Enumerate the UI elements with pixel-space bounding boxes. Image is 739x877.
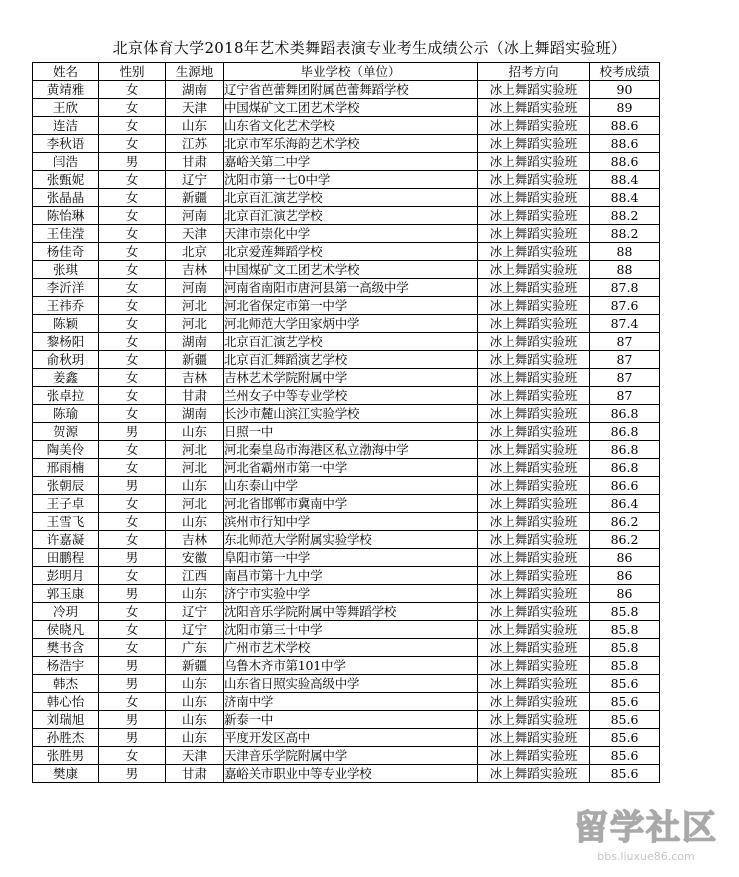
cell-origin: 新疆 xyxy=(166,189,224,207)
cell-origin: 山东 xyxy=(166,711,224,729)
cell-score: 88.6 xyxy=(590,117,660,135)
cell-origin: 天津 xyxy=(166,747,224,765)
cell-gender: 女 xyxy=(99,81,166,99)
cell-direction: 冰上舞蹈实验班 xyxy=(478,675,590,693)
cell-school: 阜阳市第一中学 xyxy=(224,549,478,567)
cell-direction: 冰上舞蹈实验班 xyxy=(478,513,590,531)
table-row xyxy=(33,387,660,405)
cell-score: 86.8 xyxy=(590,459,660,477)
cell-direction: 冰上舞蹈实验班 xyxy=(478,549,590,567)
table-row xyxy=(33,279,660,297)
cell-school: 河北省霸州市第一中学 xyxy=(224,459,478,477)
cell-name: 张胜男 xyxy=(33,747,99,765)
table-row xyxy=(33,711,660,729)
cell-school: 北京百汇演艺学校 xyxy=(224,189,478,207)
cell-gender: 男 xyxy=(99,729,166,747)
cell-gender: 女 xyxy=(99,297,166,315)
table-row xyxy=(33,693,660,711)
cell-direction: 冰上舞蹈实验班 xyxy=(478,297,590,315)
cell-gender: 女 xyxy=(99,459,166,477)
cell-school: 长沙市麓山滨江实验学校 xyxy=(224,405,478,423)
cell-direction: 冰上舞蹈实验班 xyxy=(478,711,590,729)
cell-gender: 男 xyxy=(99,585,166,603)
cell-origin: 辽宁 xyxy=(166,171,224,189)
cell-score: 85.6 xyxy=(590,729,660,747)
cell-gender: 女 xyxy=(99,747,166,765)
cell-origin: 山东 xyxy=(166,729,224,747)
cell-gender: 女 xyxy=(99,189,166,207)
table-row xyxy=(33,117,660,135)
col-header-origin: 生源地 xyxy=(166,63,224,81)
table-row xyxy=(33,441,660,459)
table-row xyxy=(33,621,660,639)
cell-gender: 女 xyxy=(99,99,166,117)
cell-school: 嘉峪关市职业中等专业学校 xyxy=(224,765,478,783)
cell-direction: 冰上舞蹈实验班 xyxy=(478,747,590,765)
cell-origin: 甘肃 xyxy=(166,765,224,783)
cell-origin: 天津 xyxy=(166,225,224,243)
cell-school: 山东省日照实验高级中学 xyxy=(224,675,478,693)
table-row xyxy=(33,765,660,783)
col-header-direction: 招考方向 xyxy=(478,63,590,81)
col-header-name: 姓名 xyxy=(33,63,99,81)
cell-direction: 冰上舞蹈实验班 xyxy=(478,657,590,675)
cell-origin: 湖南 xyxy=(166,333,224,351)
cell-origin: 河北 xyxy=(166,315,224,333)
cell-school: 嘉峪关第二中学 xyxy=(224,153,478,171)
cell-direction: 冰上舞蹈实验班 xyxy=(478,477,590,495)
cell-name: 陈怡琳 xyxy=(33,207,99,225)
cell-name: 李秋语 xyxy=(33,135,99,153)
cell-school: 河北省邯郸市冀南中学 xyxy=(224,495,478,513)
cell-score: 86 xyxy=(590,585,660,603)
cell-gender: 女 xyxy=(99,225,166,243)
cell-name: 张晶晶 xyxy=(33,189,99,207)
cell-name: 连洁 xyxy=(33,117,99,135)
cell-school: 沈阳市第一七0中学 xyxy=(224,171,478,189)
cell-school: 日照一中 xyxy=(224,423,478,441)
cell-direction: 冰上舞蹈实验班 xyxy=(478,387,590,405)
table-row xyxy=(33,531,660,549)
cell-gender: 女 xyxy=(99,639,166,657)
cell-origin: 山东 xyxy=(166,585,224,603)
cell-gender: 男 xyxy=(99,423,166,441)
cell-school: 平度开发区高中 xyxy=(224,729,478,747)
cell-school: 河南省南阳市唐河县第一高级中学 xyxy=(224,279,478,297)
cell-origin: 广东 xyxy=(166,639,224,657)
cell-gender: 女 xyxy=(99,207,166,225)
cell-origin: 山东 xyxy=(166,423,224,441)
cell-gender: 女 xyxy=(99,603,166,621)
cell-name: 邢雨楠 xyxy=(33,459,99,477)
cell-score: 85.6 xyxy=(590,765,660,783)
cell-direction: 冰上舞蹈实验班 xyxy=(478,189,590,207)
cell-school: 中国煤矿文工团艺术学校 xyxy=(224,261,478,279)
cell-origin: 辽宁 xyxy=(166,603,224,621)
cell-name: 杨浩宇 xyxy=(33,657,99,675)
cell-direction: 冰上舞蹈实验班 xyxy=(478,333,590,351)
cell-score: 86.4 xyxy=(590,495,660,513)
cell-origin: 河北 xyxy=(166,441,224,459)
cell-school: 东北师范大学附属实验学校 xyxy=(224,531,478,549)
table-row xyxy=(33,405,660,423)
cell-name: 彭明月 xyxy=(33,567,99,585)
cell-score: 88 xyxy=(590,261,660,279)
cell-direction: 冰上舞蹈实验班 xyxy=(478,153,590,171)
cell-gender: 女 xyxy=(99,531,166,549)
cell-school: 北京市军乐海韵艺术学校 xyxy=(224,135,478,153)
cell-direction: 冰上舞蹈实验班 xyxy=(478,603,590,621)
table-row xyxy=(33,459,660,477)
cell-school: 北京百汇演艺学校 xyxy=(224,207,478,225)
col-header-school: 毕业学校（单位） xyxy=(224,63,478,81)
cell-name: 孙胜杰 xyxy=(33,729,99,747)
cell-direction: 冰上舞蹈实验班 xyxy=(478,117,590,135)
cell-school: 广州市艺术学校 xyxy=(224,639,478,657)
cell-score: 85.8 xyxy=(590,621,660,639)
cell-direction: 冰上舞蹈实验班 xyxy=(478,405,590,423)
table-row xyxy=(33,225,660,243)
cell-gender: 女 xyxy=(99,117,166,135)
cell-direction: 冰上舞蹈实验班 xyxy=(478,585,590,603)
cell-direction: 冰上舞蹈实验班 xyxy=(478,369,590,387)
table-row xyxy=(33,315,660,333)
cell-score: 87 xyxy=(590,369,660,387)
table-row xyxy=(33,135,660,153)
cell-gender: 女 xyxy=(99,243,166,261)
cell-direction: 冰上舞蹈实验班 xyxy=(478,81,590,99)
cell-direction: 冰上舞蹈实验班 xyxy=(478,765,590,783)
cell-school: 北京百汇舞蹈演艺学校 xyxy=(224,351,478,369)
cell-origin: 新疆 xyxy=(166,657,224,675)
table-row xyxy=(33,567,660,585)
cell-score: 88.6 xyxy=(590,153,660,171)
cell-score: 87.6 xyxy=(590,297,660,315)
cell-name: 张卓拉 xyxy=(33,387,99,405)
cell-direction: 冰上舞蹈实验班 xyxy=(478,531,590,549)
cell-name: 王子卓 xyxy=(33,495,99,513)
cell-direction: 冰上舞蹈实验班 xyxy=(478,495,590,513)
cell-direction: 冰上舞蹈实验班 xyxy=(478,225,590,243)
cell-gender: 女 xyxy=(99,495,166,513)
cell-name: 黄靖雅 xyxy=(33,81,99,99)
cell-gender: 女 xyxy=(99,441,166,459)
col-header-gender: 性别 xyxy=(99,63,166,81)
cell-name: 刘瑞旭 xyxy=(33,711,99,729)
cell-score: 88.4 xyxy=(590,171,660,189)
cell-origin: 甘肃 xyxy=(166,387,224,405)
cell-name: 王佳滢 xyxy=(33,225,99,243)
cell-direction: 冰上舞蹈实验班 xyxy=(478,207,590,225)
table-row xyxy=(33,729,660,747)
cell-name: 樊书含 xyxy=(33,639,99,657)
cell-gender: 女 xyxy=(99,513,166,531)
table-row xyxy=(33,81,660,99)
cell-name: 俞秋玥 xyxy=(33,351,99,369)
cell-name: 杨佳奇 xyxy=(33,243,99,261)
cell-score: 87 xyxy=(590,351,660,369)
cell-origin: 河北 xyxy=(166,297,224,315)
cell-origin: 甘肃 xyxy=(166,153,224,171)
cell-direction: 冰上舞蹈实验班 xyxy=(478,315,590,333)
cell-score: 89 xyxy=(590,99,660,117)
cell-gender: 女 xyxy=(99,261,166,279)
cell-origin: 山东 xyxy=(166,513,224,531)
cell-name: 张琪 xyxy=(33,261,99,279)
cell-origin: 河北 xyxy=(166,495,224,513)
cell-score: 87 xyxy=(590,333,660,351)
cell-score: 86.2 xyxy=(590,531,660,549)
cell-name: 李沂洋 xyxy=(33,279,99,297)
cell-origin: 山东 xyxy=(166,675,224,693)
cell-score: 85.6 xyxy=(590,693,660,711)
cell-name: 陈颖 xyxy=(33,315,99,333)
cell-origin: 新疆 xyxy=(166,351,224,369)
cell-school: 沈阳音乐学院附属中等舞蹈学校 xyxy=(224,603,478,621)
table-row xyxy=(33,549,660,567)
cell-school: 中国煤矿文工团艺术学校 xyxy=(224,99,478,117)
cell-score: 85.6 xyxy=(590,675,660,693)
cell-origin: 吉林 xyxy=(166,369,224,387)
watermark-url: bbs.liuxue86.com xyxy=(597,850,695,863)
cell-gender: 男 xyxy=(99,711,166,729)
cell-direction: 冰上舞蹈实验班 xyxy=(478,621,590,639)
cell-direction: 冰上舞蹈实验班 xyxy=(478,729,590,747)
cell-name: 郭玉康 xyxy=(33,585,99,603)
cell-score: 85.8 xyxy=(590,603,660,621)
cell-school: 山东泰山中学 xyxy=(224,477,478,495)
cell-name: 王祎乔 xyxy=(33,297,99,315)
col-header-score: 校考成绩 xyxy=(590,63,660,81)
cell-score: 85.8 xyxy=(590,639,660,657)
cell-name: 王雪飞 xyxy=(33,513,99,531)
cell-name: 张甄妮 xyxy=(33,171,99,189)
table-header-row xyxy=(33,63,660,81)
cell-direction: 冰上舞蹈实验班 xyxy=(478,171,590,189)
cell-score: 88.4 xyxy=(590,189,660,207)
table-row xyxy=(33,333,660,351)
cell-direction: 冰上舞蹈实验班 xyxy=(478,279,590,297)
cell-name: 许嘉凝 xyxy=(33,531,99,549)
cell-origin: 湖南 xyxy=(166,81,224,99)
cell-school: 滨州市行知中学 xyxy=(224,513,478,531)
cell-score: 90 xyxy=(590,81,660,99)
table-row xyxy=(33,585,660,603)
cell-origin: 吉林 xyxy=(166,531,224,549)
cell-origin: 山东 xyxy=(166,117,224,135)
cell-score: 86.8 xyxy=(590,441,660,459)
cell-gender: 女 xyxy=(99,405,166,423)
cell-score: 87.4 xyxy=(590,315,660,333)
cell-score: 86.2 xyxy=(590,513,660,531)
table-row xyxy=(33,189,660,207)
table-row xyxy=(33,99,660,117)
cell-name: 樊康 xyxy=(33,765,99,783)
cell-direction: 冰上舞蹈实验班 xyxy=(478,441,590,459)
cell-school: 济南中学 xyxy=(224,693,478,711)
cell-origin: 江苏 xyxy=(166,135,224,153)
cell-score: 86.8 xyxy=(590,423,660,441)
cell-score: 88 xyxy=(590,243,660,261)
cell-gender: 女 xyxy=(99,351,166,369)
cell-school: 新泰一中 xyxy=(224,711,478,729)
cell-school: 济宁市实验中学 xyxy=(224,585,478,603)
cell-gender: 女 xyxy=(99,333,166,351)
cell-name: 陶美伶 xyxy=(33,441,99,459)
cell-school: 北京百汇演艺学校 xyxy=(224,333,478,351)
cell-direction: 冰上舞蹈实验班 xyxy=(478,567,590,585)
table-row xyxy=(33,495,660,513)
cell-school: 河北秦皇岛市海港区私立渤海中学 xyxy=(224,441,478,459)
cell-name: 贺源 xyxy=(33,423,99,441)
cell-origin: 天津 xyxy=(166,99,224,117)
cell-school: 兰州女子中等专业学校 xyxy=(224,387,478,405)
cell-gender: 女 xyxy=(99,315,166,333)
cell-name: 韩心怡 xyxy=(33,693,99,711)
cell-direction: 冰上舞蹈实验班 xyxy=(478,135,590,153)
cell-school: 河北省保定市第一中学 xyxy=(224,297,478,315)
cell-gender: 男 xyxy=(99,153,166,171)
cell-origin: 吉林 xyxy=(166,261,224,279)
cell-direction: 冰上舞蹈实验班 xyxy=(478,99,590,117)
cell-score: 87 xyxy=(590,387,660,405)
cell-direction: 冰上舞蹈实验班 xyxy=(478,459,590,477)
cell-direction: 冰上舞蹈实验班 xyxy=(478,261,590,279)
cell-name: 陈瑜 xyxy=(33,405,99,423)
cell-origin: 江西 xyxy=(166,567,224,585)
cell-name: 侯晓凡 xyxy=(33,621,99,639)
table-row xyxy=(33,171,660,189)
cell-origin: 河南 xyxy=(166,207,224,225)
cell-score: 85.6 xyxy=(590,711,660,729)
table-row xyxy=(33,423,660,441)
cell-gender: 男 xyxy=(99,765,166,783)
cell-origin: 北京 xyxy=(166,243,224,261)
table-row xyxy=(33,513,660,531)
table-row xyxy=(33,297,660,315)
cell-name: 姜鑫 xyxy=(33,369,99,387)
cell-gender: 男 xyxy=(99,477,166,495)
cell-gender: 男 xyxy=(99,657,166,675)
watermark-logo: 留学社区 xyxy=(574,808,718,848)
cell-school: 山东省文化艺术学校 xyxy=(224,117,478,135)
cell-score: 86 xyxy=(590,549,660,567)
cell-name: 王欣 xyxy=(33,99,99,117)
results-table xyxy=(32,62,660,783)
cell-score: 88.2 xyxy=(590,207,660,225)
table-row xyxy=(33,675,660,693)
table-row xyxy=(33,747,660,765)
table-row xyxy=(33,369,660,387)
cell-school: 天津市崇化中学 xyxy=(224,225,478,243)
cell-origin: 河南 xyxy=(166,279,224,297)
cell-origin: 山东 xyxy=(166,477,224,495)
cell-name: 田鹏程 xyxy=(33,549,99,567)
cell-school: 天津音乐学院附属中学 xyxy=(224,747,478,765)
cell-score: 86 xyxy=(590,567,660,585)
cell-score: 88.6 xyxy=(590,135,660,153)
cell-school: 乌鲁木齐市第101中学 xyxy=(224,657,478,675)
cell-gender: 女 xyxy=(99,693,166,711)
cell-name: 冷玥 xyxy=(33,603,99,621)
cell-name: 闫浩 xyxy=(33,153,99,171)
cell-score: 85.6 xyxy=(590,747,660,765)
table-row xyxy=(33,603,660,621)
cell-gender: 女 xyxy=(99,279,166,297)
cell-origin: 安徽 xyxy=(166,549,224,567)
page-title: 北京体育大学2018年艺术类舞蹈表演专业考生成绩公示（冰上舞蹈实验班） xyxy=(112,39,627,57)
table-row xyxy=(33,657,660,675)
cell-gender: 男 xyxy=(99,675,166,693)
cell-gender: 男 xyxy=(99,549,166,567)
table-row xyxy=(33,477,660,495)
cell-direction: 冰上舞蹈实验班 xyxy=(478,351,590,369)
cell-name: 黎杨阳 xyxy=(33,333,99,351)
cell-gender: 女 xyxy=(99,387,166,405)
cell-name: 韩杰 xyxy=(33,675,99,693)
cell-name: 张朝辰 xyxy=(33,477,99,495)
cell-direction: 冰上舞蹈实验班 xyxy=(478,639,590,657)
cell-gender: 女 xyxy=(99,369,166,387)
cell-school: 沈阳市第三十中学 xyxy=(224,621,478,639)
cell-origin: 山东 xyxy=(166,693,224,711)
cell-school: 吉林艺术学院附属中学 xyxy=(224,369,478,387)
table-row xyxy=(33,153,660,171)
cell-score: 88.2 xyxy=(590,225,660,243)
table-row xyxy=(33,261,660,279)
cell-origin: 河北 xyxy=(166,459,224,477)
cell-score: 87.8 xyxy=(590,279,660,297)
cell-school: 南昌市第十九中学 xyxy=(224,567,478,585)
watermark xyxy=(566,808,731,866)
cell-gender: 女 xyxy=(99,135,166,153)
cell-score: 86.8 xyxy=(590,405,660,423)
cell-direction: 冰上舞蹈实验班 xyxy=(478,243,590,261)
cell-score: 85.8 xyxy=(590,657,660,675)
cell-direction: 冰上舞蹈实验班 xyxy=(478,423,590,441)
table-row xyxy=(33,207,660,225)
cell-origin: 辽宁 xyxy=(166,621,224,639)
cell-school: 北京爱莲舞蹈学校 xyxy=(224,243,478,261)
cell-direction: 冰上舞蹈实验班 xyxy=(478,693,590,711)
cell-school: 辽宁省芭蕾舞团附属芭蕾舞蹈学校 xyxy=(224,81,478,99)
table-row xyxy=(33,351,660,369)
cell-gender: 女 xyxy=(99,567,166,585)
cell-gender: 女 xyxy=(99,621,166,639)
cell-gender: 女 xyxy=(99,171,166,189)
cell-score: 86.6 xyxy=(590,477,660,495)
cell-origin: 湖南 xyxy=(166,405,224,423)
table-row xyxy=(33,639,660,657)
cell-school: 河北师范大学田家炳中学 xyxy=(224,315,478,333)
table-row xyxy=(33,243,660,261)
